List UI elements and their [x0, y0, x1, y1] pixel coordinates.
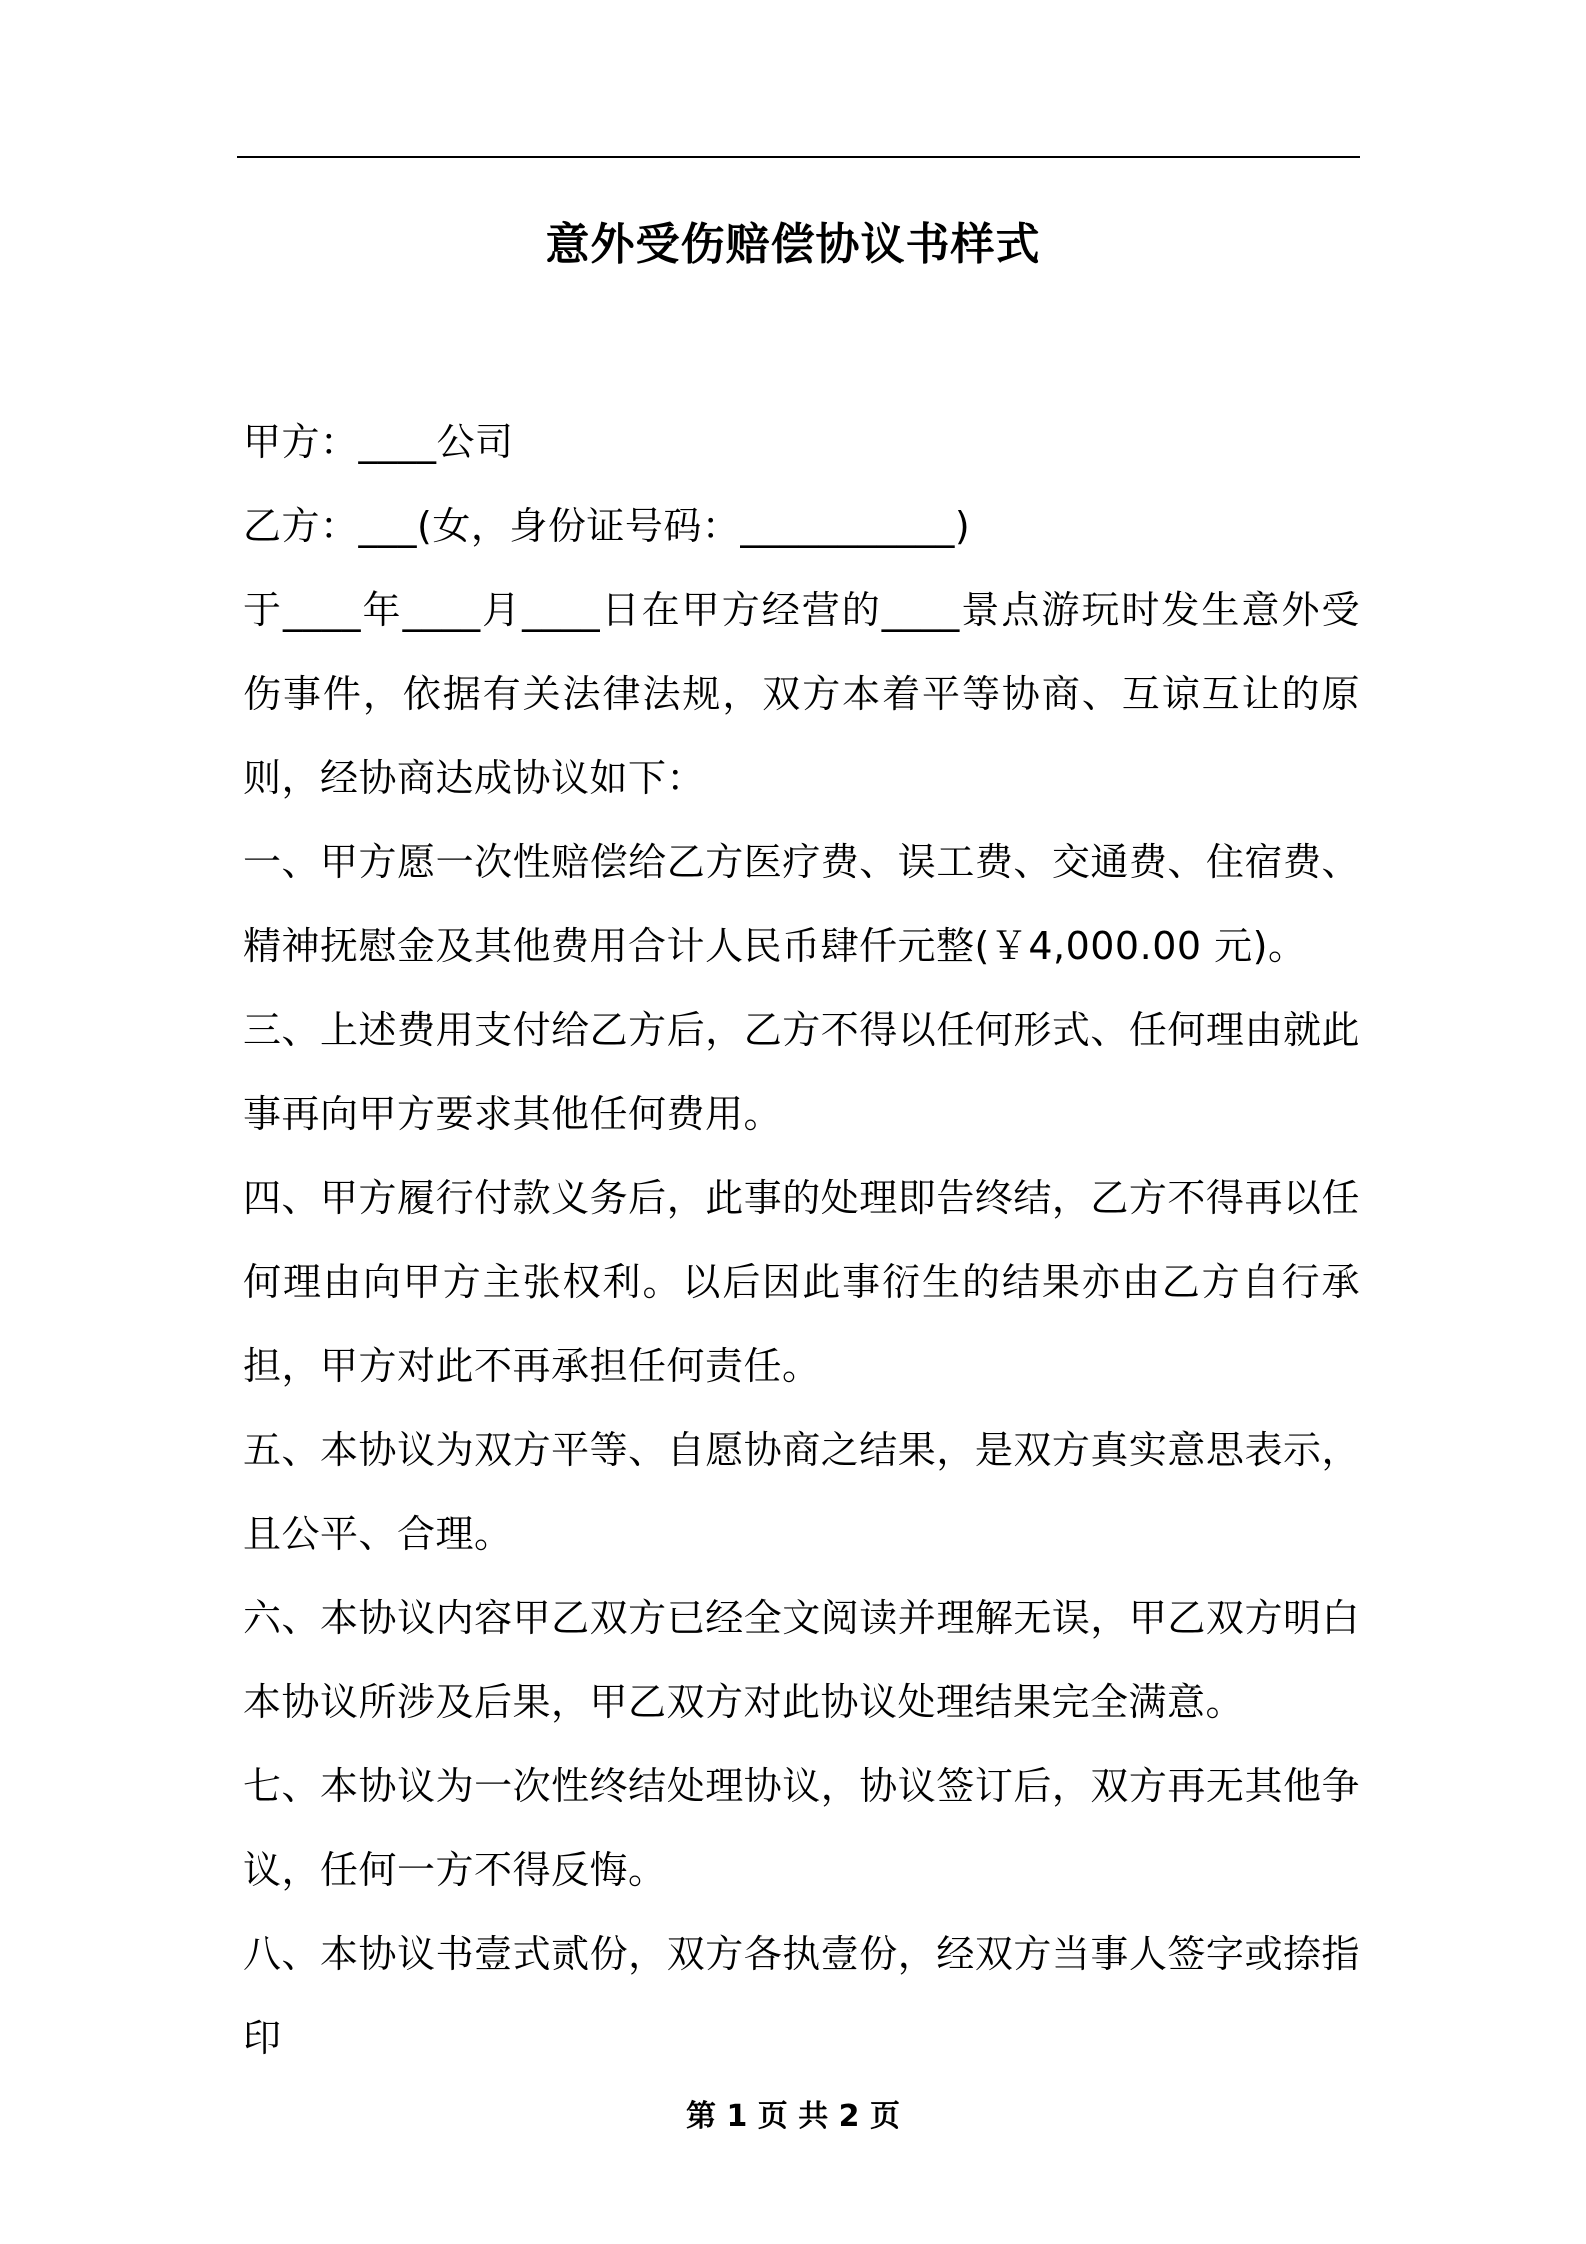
clause-4: 四、甲方履行付款义务后，此事的处理即告终结，乙方不得再以任何理由向甲方主张权利。以后因此事衍生的结果亦由乙方自行承担，甲方对此不再承担任何责任。 — [243, 1176, 1360, 1388]
document-title: 意外受伤赔偿协议书样式 — [545, 219, 1041, 270]
clause-5: 五、本协议为双方平等、自愿协商之结果，是双方真实意思表示，且公平、合理。 — [243, 1428, 1360, 1556]
header-rule — [237, 156, 1360, 158]
party-a-line: 甲方：____公司 — [243, 420, 514, 464]
clause-8: 八、本协议书壹式贰份，双方各执壹份，经双方当事人签字或捺指印 — [243, 1932, 1360, 2060]
party-b-line: 乙方：___(女，身份证号码：___________) — [243, 504, 971, 548]
page-footer: 第 1 页 共 2 页 — [686, 2099, 900, 2134]
clause-3: 三、上述费用支付给乙方后，乙方不得以任何形式、任何理由就此事再向甲方要求其他任何费用。 — [243, 1008, 1360, 1136]
clause-1: 一、甲方愿一次性赔偿给乙方医疗费、误工费、交通费、住宿费、精神抚慰金及其他费用合计人民币肆仟元整(￥4,000.00 元)。 — [243, 840, 1360, 968]
document-body — [243, 400, 1360, 2080]
preamble-paragraph: 于____年____月____日在甲方经营的____景点游玩时发生意外受伤事件，依据有关法律法规，双方本着平等协商、互谅互让的原则，经协商达成协议如下： — [243, 588, 1360, 800]
clause-7: 七、本协议为一次性终结处理协议，协议签订后，双方再无其他争议，任何一方不得反悔。 — [243, 1764, 1360, 1892]
clause-6: 六、本协议内容甲乙双方已经全文阅读并理解无误，甲乙双方明白本协议所涉及后果，甲乙双方对此协议处理结果完全满意。 — [243, 1596, 1360, 1724]
